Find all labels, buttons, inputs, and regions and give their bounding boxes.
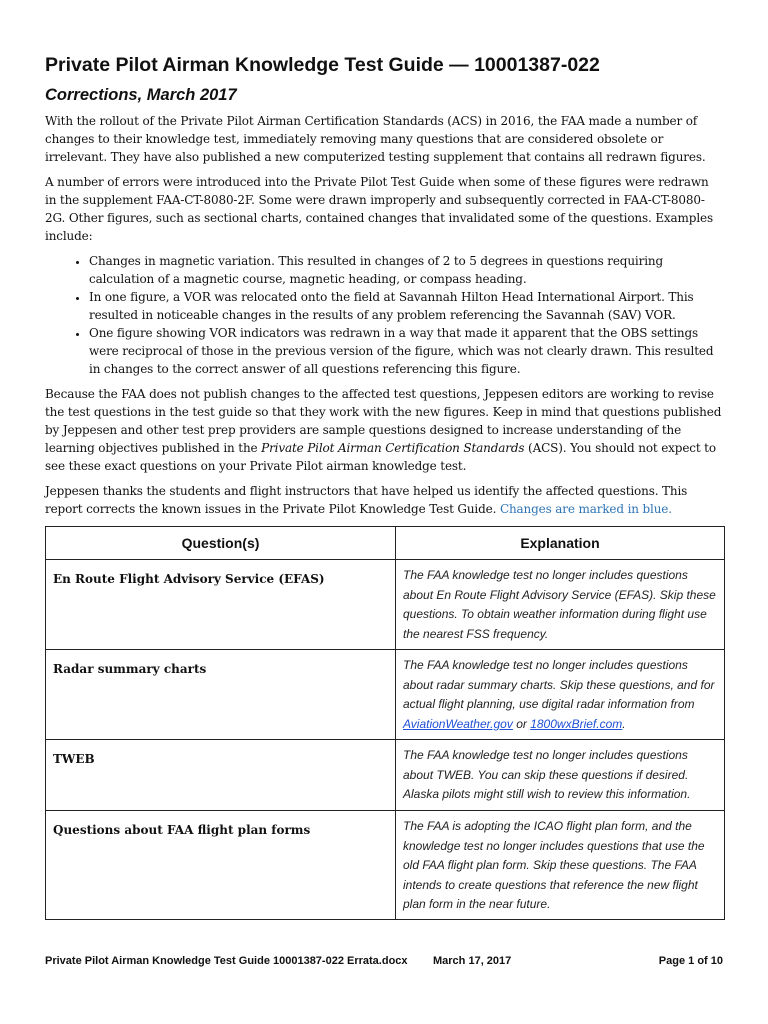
- question-cell: Questions about FAA flight plan forms: [46, 811, 396, 920]
- table-header-row: [46, 527, 725, 560]
- revision-text: Because the FAA does not publish changes to the affected test questions, Jeppesen editors are working to revise the test questions in the test guide so that they work with the new figures. Keep in mind that questions published by Jeppesen and other test prep providers are sample questions designed to increase understanding of the learning objectives published in the: [45, 387, 722, 455]
- list-item: • One figure showing VOR indicators was redrawn in a way that made it apparent that the OBS settings were reciprocal of those in the previous version of the figure, which was not clearly drawn. This resulted in changes to the correct answer of all questions referencing this figure.: [89, 324, 723, 378]
- explanation-cell: The FAA knowledge test no longer includes questions about En Route Flight Advisory Service (EFAS). Skip these questions. To obtain weather information during flight use the nearest FSS frequency.: [396, 560, 725, 650]
- revision-text-end: (ACS). You should not expect to see these exact questions on your Private Pilot airman knowledge test.: [45, 441, 716, 473]
- errors-paragraph: A number of errors were introduced into the Private Pilot Test Guide when some of these figures were redrawn in the supplement FAA-CT-8080-2F. Some were drawn improperly and subsequently corrected in FAA-CT-8080-2G. Other figures, such as sectional charts, contained changes that invalidated some of the questions. Examples include:: [45, 175, 713, 243]
- explanation-cell: The FAA knowledge test no longer includes questions about TWEB. You can skip these questions if desired. Alaska pilots might still wish to review this information.: [396, 740, 725, 811]
- intro-paragraph: With the rollout of the Private Pilot Airman Certification Standards (ACS) in 2016, the FAA made a number of changes to their knowledge test, immediately removing many questions that are considered obsolete or irrelevant. They have also published a new computerized testing supplement that contains all redrawn figures.: [45, 114, 706, 164]
- errata-table: [45, 526, 725, 920]
- column-header-explanation: Explanation: [396, 527, 725, 560]
- aviationweather-link[interactable]: AviationWeather.gov: [403, 716, 513, 731]
- revision-paragraph: [45, 385, 723, 475]
- wxbrief-link[interactable]: 1800wxBrief.com: [530, 716, 623, 731]
- question-cell: Radar summary charts: [46, 650, 396, 740]
- changes-note: Changes are marked in blue.: [499, 502, 672, 516]
- acs-title: Private Pilot Airman Certification Standards: [261, 441, 525, 455]
- table-row: [46, 560, 725, 650]
- page-title: Private Pilot Airman Knowledge Test Guide — 10001387-022: [45, 54, 600, 76]
- question-cell: En Route Flight Advisory Service (EFAS): [46, 560, 396, 650]
- document-page: [45, 52, 723, 920]
- explanation-cell: The FAA is adopting the ICAO flight plan form, and the knowledge test no longer includes questions that use the old FAA flight plan form. Skip these questions. The FAA intends to create questions that reference the new flight plan form in the near future.: [396, 811, 725, 920]
- examples-list: [45, 252, 723, 378]
- thanks-paragraph: [45, 482, 723, 518]
- footer-page-number: Page 1 of 10: [658, 955, 723, 967]
- footer-document-name: Private Pilot Airman Knowledge Test Guide 10001387-022 Errata.docx: [45, 955, 408, 967]
- column-header-question: Question(s): [46, 527, 396, 560]
- thanks-text: Jeppesen thanks the students and flight instructors that have helped us identify the affected questions. This report corrects the known issues in the Private Pilot Knowledge Test Guide.: [45, 484, 688, 516]
- explanation-cell: [396, 650, 725, 740]
- question-cell: TWEB: [46, 740, 396, 811]
- table-row: [46, 650, 725, 740]
- list-item: • Changes in magnetic variation. This resulted in changes of 2 to 5 degrees in questions requiring calculation of a magnetic course, magnetic heading, or compass heading.: [89, 252, 723, 288]
- page-subtitle: Corrections, March 2017: [45, 86, 237, 104]
- list-item: • In one figure, a VOR was relocated onto the field at Savannah Hilton Head International Airport. This resulted in noticeable changes in the results of any problem referencing the Savannah (SAV) VOR.: [89, 288, 723, 324]
- period-text: .: [622, 716, 626, 731]
- or-text: or: [512, 716, 531, 731]
- table-row: [46, 811, 725, 920]
- footer-date: March 17, 2017: [433, 955, 512, 967]
- explanation-text: The FAA knowledge test no longer includes questions about radar summary charts. Skip these questions, and for actual flight planning, use digital radar information from: [403, 658, 715, 711]
- table-row: [46, 740, 725, 811]
